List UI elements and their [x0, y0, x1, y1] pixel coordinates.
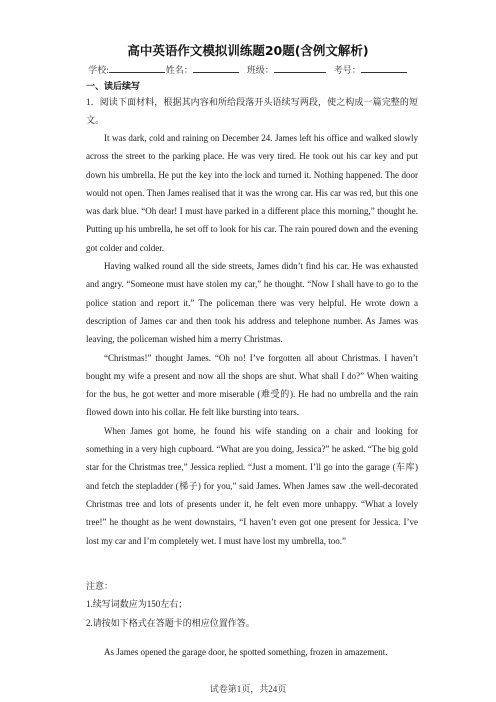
question-text: 1．阅读下面材料，根据其内容和所给段落开头语续写两段，使之构成一篇完整的短文。 [86, 97, 418, 126]
name-blank [193, 63, 239, 73]
notes-heading: 注意： [86, 581, 114, 591]
name-label: 姓名： [165, 65, 193, 75]
page-footer: 试卷第1页，共24页 [209, 684, 287, 694]
continuation-prompt [86, 643, 418, 661]
notes [86, 577, 418, 632]
exam-no-blank [361, 63, 407, 73]
question-instruction [86, 93, 418, 130]
passage-paragraph: Having walked round all the side streets, James didn’t find his car. He was exhausted and angry. “Someone must have stolen my car,” he thought. “Now I shall have to go to the police station and report it.” The policeman there was very helpful. He wrote down a description of James car and then took his address and telephone number. As James was leaving, the policeman wished him a merry Christmas. [86, 261, 418, 345]
class-blank [274, 63, 326, 73]
school-label: 学校: [88, 65, 109, 75]
document-title: 高中英语作文模拟训练题20题(含例文解析) [127, 43, 369, 58]
passage-paragraph: It was dark, cold and raining on December 24. James left his office and walked slowly across the street to the parking place. He was very tired. He took out his car key and put down his umbrella. He put the key into the lock and turned it. Nothing happened. The door would not open. Then James realised that it was the wrong car. His car was red, but this one was dark blue. “Oh dear! I must have parked in a different place this morning,” thought he. Putting up his umbrella, he set off to look for his car. The rain poured down and the evening got colder and colder. [86, 133, 418, 253]
passage-paragraph: “Christmas!” thought James. “Oh no! I’ve forgotten all about Christmas. I haven’t bought my wife a present and now all the shops are shut. What shall I do?” When waiting for the bus, he got wetter and more miserable (难受的). He had no umbrella and the rain flowed down into his collar. He felt like bursting into tears. [86, 352, 418, 418]
passage-paragraph: When James got home, he found his wife standing on a chair and looking for something in a very high cupboard. “What are you doing, Jessica?” he asked. “The big gold star for the Christmas tree,” Jessica replied. “Just a moment. I’ll go into the garage (车库) and fetch the stepladder (梯子) for you,” said James. When James saw .the well-decorated Christmas tree and lots of presents under it, he felt even more unhappy. “What a lovely tree!” he thought as he went downstairs, “I haven’t even got one present for Jessica. I’ve lost my car and I’m completely wet. I must have lost my umbrella, too.” [86, 425, 418, 546]
class-label: 班级： [246, 65, 274, 75]
exam-no-label: 考号： [333, 65, 361, 75]
passage [86, 129, 418, 550]
note-item: 1.续写词数应为150左右； [86, 599, 188, 610]
section-heading: 一、读后续写 [86, 82, 141, 92]
continuation-start: As James opened the garage door, he spotted something, frozen in amazement. [104, 647, 388, 657]
school-blank [109, 63, 165, 73]
student-info-line [0, 63, 496, 76]
note-item: 2.请按如下格式在答题卡的相应位置作答。 [86, 617, 255, 628]
